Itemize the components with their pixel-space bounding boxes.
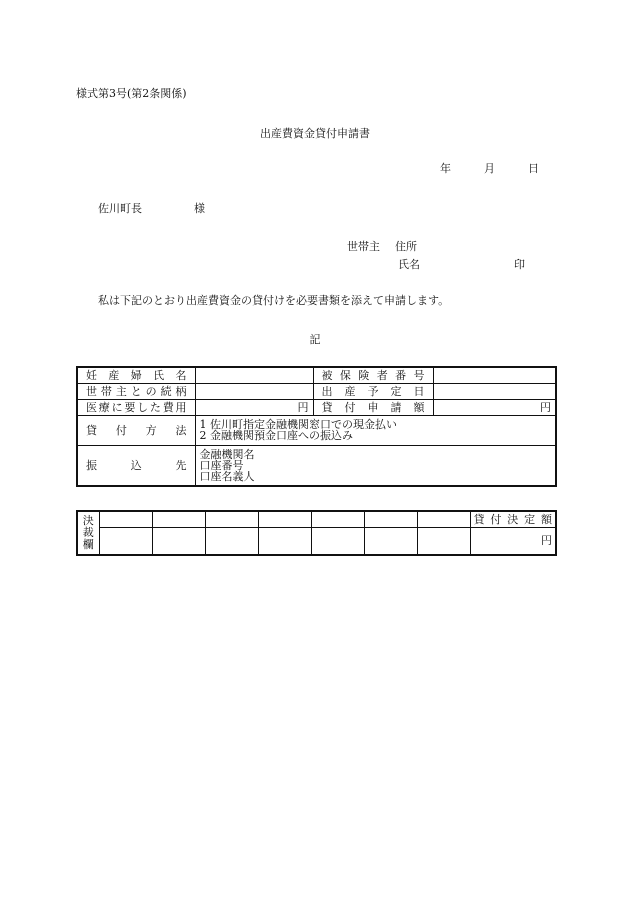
approval-cell[interactable] xyxy=(152,511,205,527)
decision-label-char: 欄 xyxy=(82,538,94,551)
seal-cell[interactable] xyxy=(417,527,470,555)
application-table xyxy=(76,366,557,487)
account-holder-label: 口座名義人 xyxy=(199,469,255,483)
date-row xyxy=(440,160,539,176)
method-option-2: 2 金融機関預金口座への振込み xyxy=(199,429,353,442)
approval-cell[interactable] xyxy=(205,511,258,527)
approval-cell[interactable] xyxy=(99,511,152,527)
loan-amount-field[interactable] xyxy=(433,399,556,415)
relation-field[interactable] xyxy=(195,383,313,399)
pregnant-name-field[interactable] xyxy=(195,367,313,383)
seal-cell[interactable] xyxy=(364,527,417,555)
transfer-to-label: 振 込 先 xyxy=(77,445,195,486)
approval-cell[interactable] xyxy=(364,511,417,527)
form-number: 様式第3号(第2条関係) xyxy=(76,87,187,100)
table-row xyxy=(77,383,556,399)
medical-cost-label: 医療に要した費用 xyxy=(77,399,195,415)
due-date-label: 出 産 予 定 日 xyxy=(313,383,433,399)
ki-heading: 記 xyxy=(309,333,321,346)
insured-number-label: 被 保 険 者 番 号 xyxy=(313,367,433,383)
table-row xyxy=(77,445,556,486)
document-title: 出産費資金貸付申請書 xyxy=(260,127,370,140)
name-label: 氏名 xyxy=(398,258,420,271)
date-year-label: 年 xyxy=(440,162,451,175)
table-row xyxy=(77,511,556,527)
pregnant-name-label: 妊 産 婦 氏 名 xyxy=(77,367,195,383)
method-option-1: 1 佐川町指定金融機関窓口での現金払い xyxy=(199,418,397,431)
table-row xyxy=(77,399,556,415)
addressee-suffix: 様 xyxy=(194,202,205,215)
approval-cell[interactable] xyxy=(258,511,311,527)
yen-unit: 円 xyxy=(297,400,309,414)
insured-number-field[interactable] xyxy=(433,367,556,383)
addressee-name: 佐川町長 xyxy=(98,202,142,215)
decided-amount-label: 貸付決定額 xyxy=(470,511,556,527)
account-number-label: 口座番号 xyxy=(199,458,244,472)
table-row xyxy=(77,527,556,555)
approval-cell[interactable] xyxy=(311,511,364,527)
yen-unit: 円 xyxy=(541,534,552,548)
seal-cell[interactable] xyxy=(152,527,205,555)
loan-amount-label: 貸 付 申 請 額 xyxy=(313,399,433,415)
table-row xyxy=(77,415,556,445)
bank-name-label: 金融機関名 xyxy=(199,447,255,461)
relation-label: 世帯主との続柄 xyxy=(77,383,195,399)
transfer-details[interactable] xyxy=(195,445,556,486)
seal-label: 印 xyxy=(514,258,525,271)
decision-label-char: 決 xyxy=(82,514,94,527)
due-date-field[interactable] xyxy=(433,383,556,399)
decision-table xyxy=(76,510,557,556)
decision-label-char: 裁 xyxy=(82,526,94,539)
loan-method-options[interactable] xyxy=(195,415,556,445)
seal-cell[interactable] xyxy=(205,527,258,555)
seal-cell[interactable] xyxy=(99,527,152,555)
statement: 私は下記のとおり出産費資金の貸付けを必要書類を添えて申請します。 xyxy=(98,294,450,307)
date-month-label: 月 xyxy=(484,162,495,175)
approval-cell[interactable] xyxy=(417,511,470,527)
date-day-label: 日 xyxy=(528,162,539,175)
addressee xyxy=(98,200,205,216)
medical-cost-field[interactable] xyxy=(195,399,313,415)
address-label: 住所 xyxy=(395,240,417,253)
loan-method-label: 貸 付 方 法 xyxy=(77,415,195,445)
table-row xyxy=(77,367,556,383)
yen-unit: 円 xyxy=(540,400,551,414)
householder-label: 世帯主 xyxy=(347,240,380,253)
decision-label xyxy=(77,511,99,555)
seal-cell[interactable] xyxy=(311,527,364,555)
decided-amount-field[interactable] xyxy=(470,527,556,555)
seal-cell[interactable] xyxy=(258,527,311,555)
